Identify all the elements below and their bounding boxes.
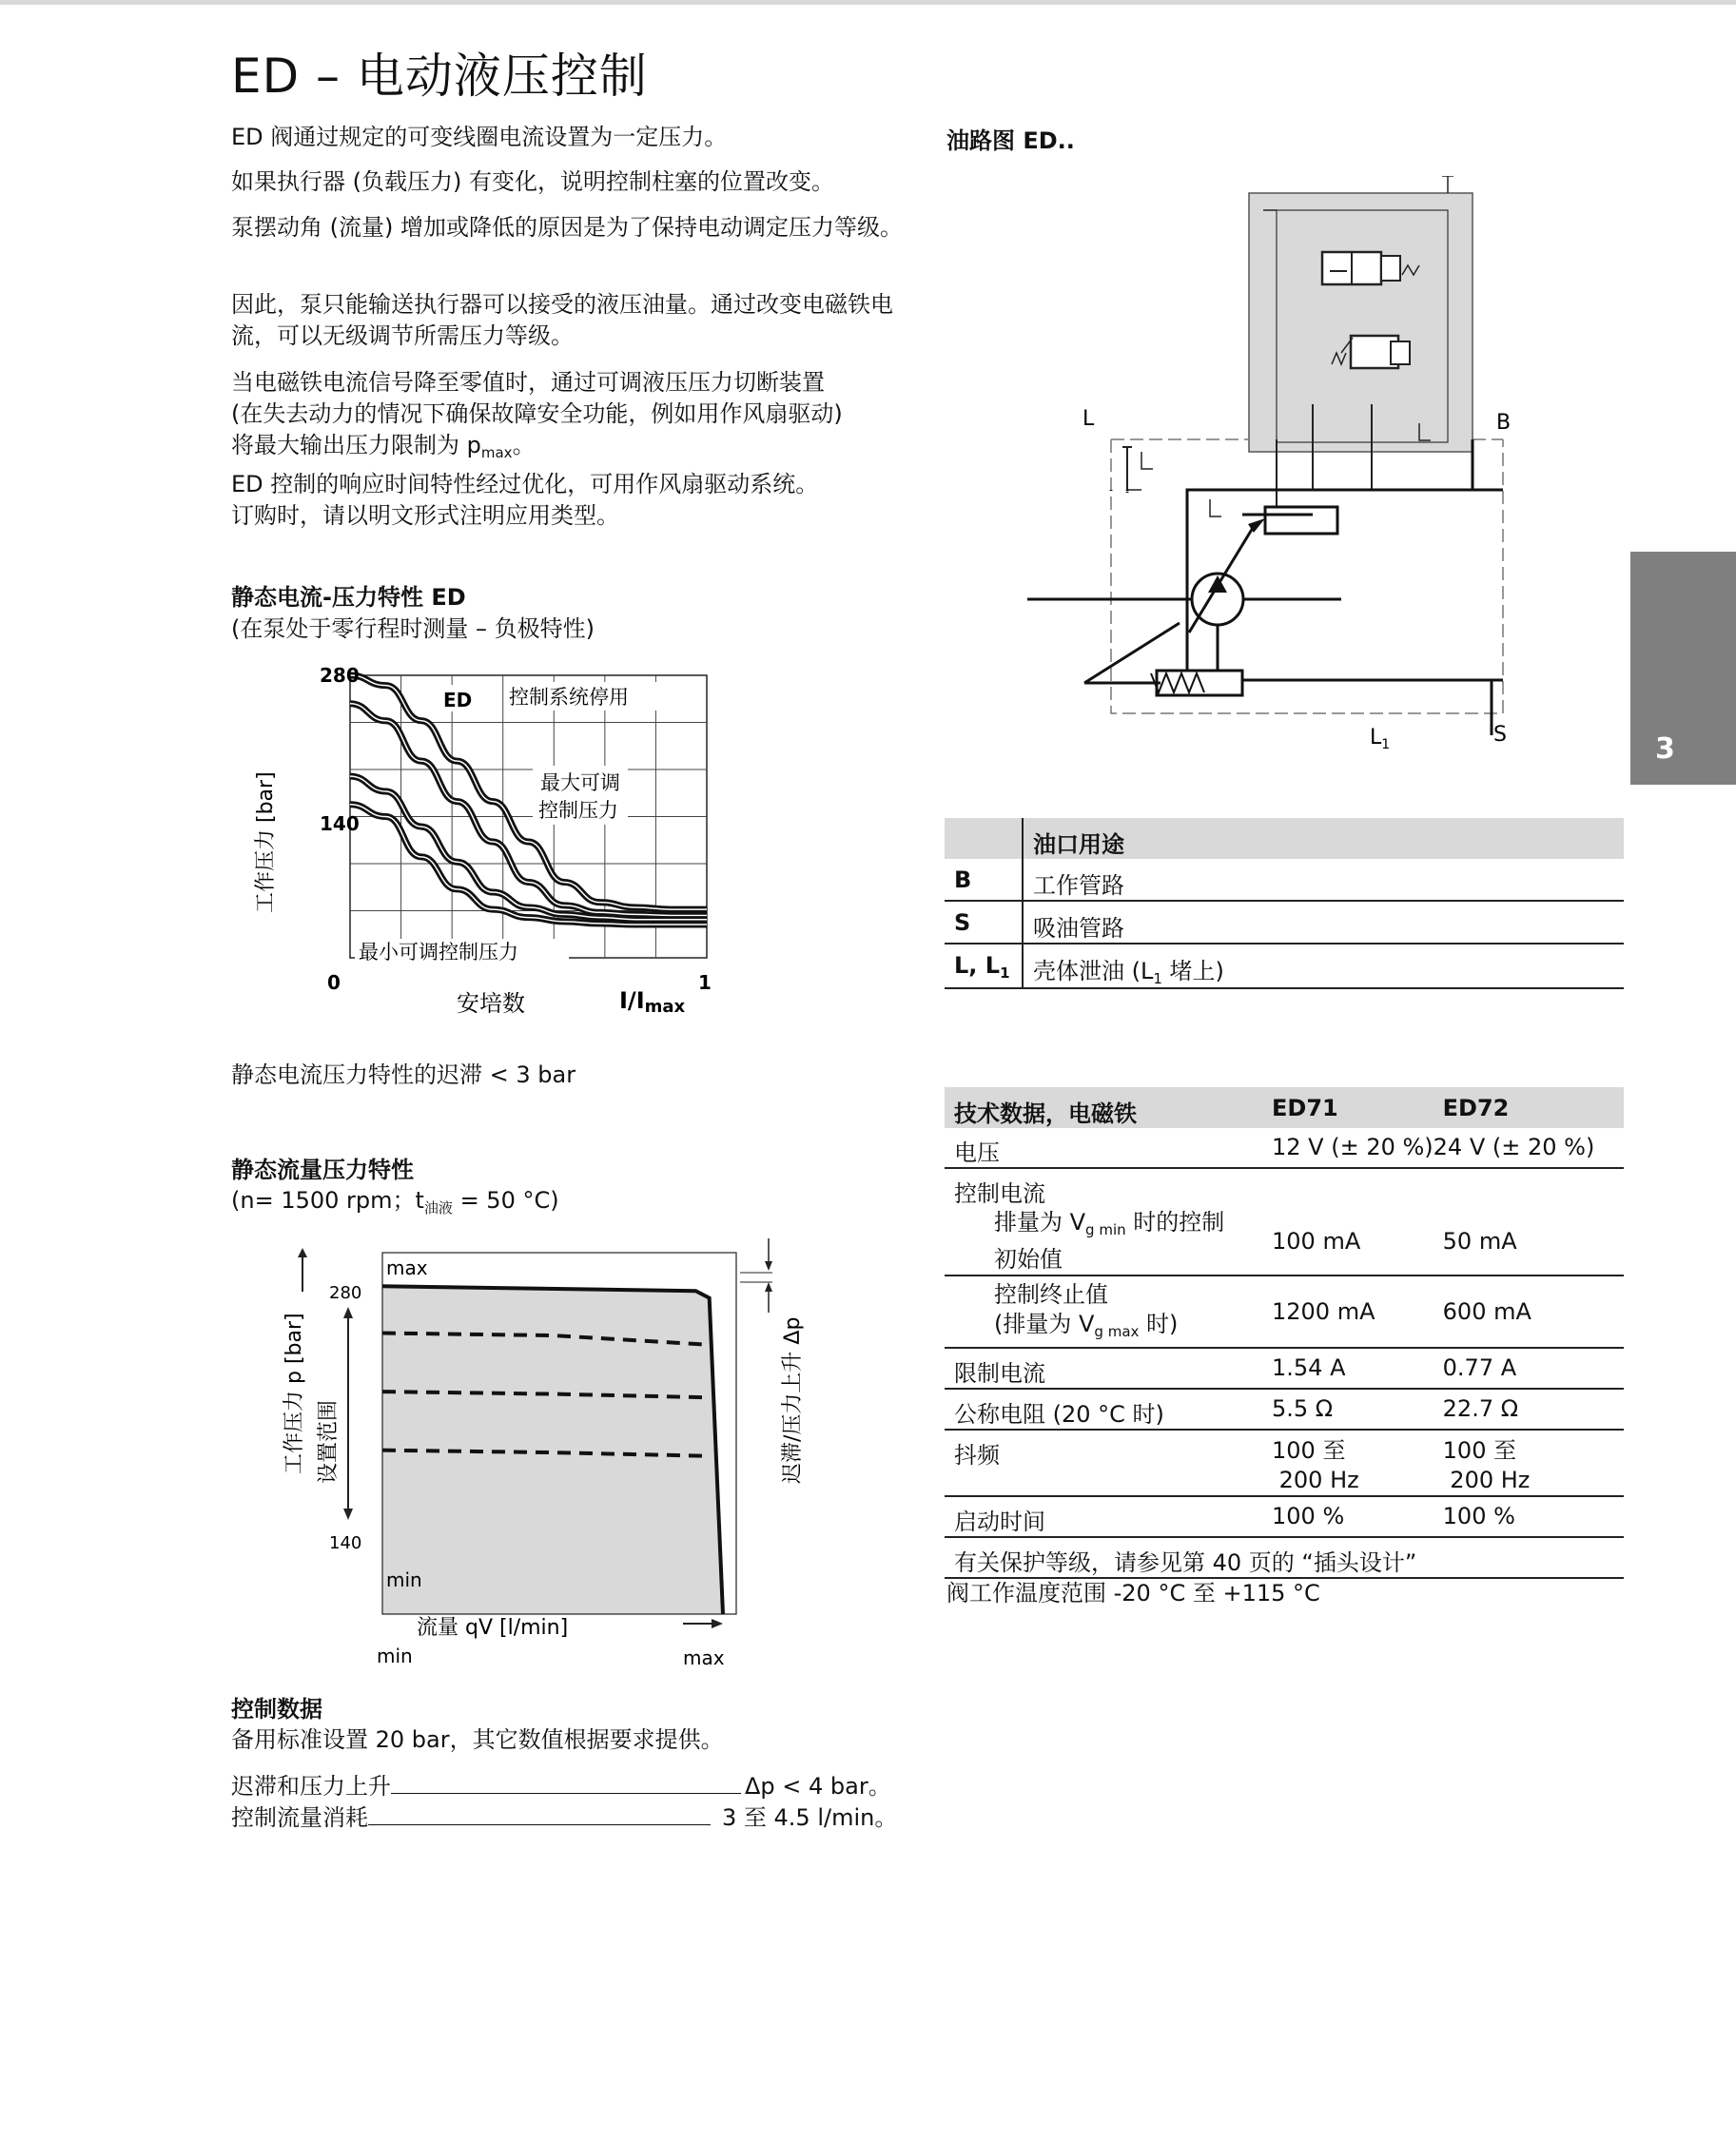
intro-paragraph-2: 如果执行器 (负载压力) 有变化，说明控制柱塞的位置改变。 [231,168,834,195]
chart2-xmax: max [683,1646,725,1669]
tech-row-label: 抖频 [945,1430,1262,1496]
hydraulic-circuit-diagram [1027,176,1541,766]
chart2-ytick-140: 140 [329,1533,362,1553]
ports-table [945,818,1624,989]
p5-line1: 当电磁铁电流信号降至零值时，通过可调液压压力切断装置 [231,369,825,396]
chart2-ylabel-2: 设置范围 [317,1399,341,1484]
circuit-port-B: B [1496,411,1512,435]
tech-value: 22.7 Ω [1434,1389,1624,1430]
temperature-range-note: 阀工作温度范围 -20 °C 至 +115 °C [946,1580,1320,1606]
circuit-title: 油路图 ED.. [946,127,1075,154]
chart1-title: 静态电流-压力特性 ED [231,584,466,611]
tech-value: 100 mA [1262,1208,1434,1275]
chart2-ytick-280: 280 [329,1283,362,1303]
port-use: 壳体泄油 ($L_1$ 堵上) [1023,944,1624,988]
tech-value: 24 V (± 20 %) [1434,1128,1624,1168]
ports-table-header: 油口用途 [1023,818,1624,859]
chapter-number: 3 [1655,732,1675,766]
intro-paragraph-5 [231,367,926,532]
control-data-row-2: 控制流量消耗 3 至 4.5 l/min。 [231,1804,898,1831]
tech-value: 100 至 200 Hz [1262,1430,1434,1496]
control-data-row-1: 迟滞和压力上升 Δp < 4 bar。 [231,1773,891,1800]
chart1-label-ed: ED [443,689,473,711]
control-data-title: 控制数据 [231,1696,322,1723]
intro-paragraph-1: ED 阀通过规定的可变线圈电流设置为一定压力。 [231,124,728,150]
chart1-xtick-1: 1 [698,971,712,994]
page-title: ED – 电动液压控制 [231,49,648,104]
tech-row-label: 排量为 $V_{g min}$ 时的控制 初始值 [945,1208,1262,1275]
chart2-right-label: 迟滞/压力上升 Δp [781,1316,805,1484]
flow-pressure-chart [276,1237,818,1674]
chart2-ylabel-1: 工作压力 p [bar] [283,1313,306,1474]
tech-value: 1.54 A [1262,1348,1434,1389]
p5-line3: 将最大输出压力限制为 $p_{max}$。 [231,432,536,461]
chart2-label-max: max [386,1256,428,1279]
hysteresis-note: 静态电流压力特性的迟滞 < 3 bar [231,1061,576,1088]
control-data-line: 备用标准设置 20 bar，其它数值根据要求提供。 [231,1726,724,1753]
p5-line2: (在失去动力的情况下确保故障安全功能，例如用作风扇驱动) [231,400,843,427]
chart1-label-maxadj-2: 控制压力 [538,799,618,822]
tech-value: 0.77 A [1434,1348,1624,1389]
chart1-label-disabled: 控制系统停用 [509,686,629,709]
chart1-xunit: I/Imax [619,987,686,1017]
chart1-xlabel: 安培数 [457,990,525,1017]
chart2-title: 静态流量压力特性 [231,1157,414,1183]
tech-col-ed71: ED71 [1262,1087,1434,1128]
tech-value: 100 % [1262,1496,1434,1537]
p5-line4: ED 控制的响应时间特性经过优化，可用作风扇驱动系统。 [231,471,819,497]
top-rule [0,0,1736,5]
chart1-ylabel: 工作压力 [bar] [254,771,278,913]
circuit-port-S: S [1493,723,1507,747]
tech-value: 100 至 200 Hz [1434,1430,1624,1496]
chart1-label-maxadj-1: 最大可调 [540,771,620,794]
tech-row-label: 公称电阻 (20 °C 时) [945,1389,1262,1430]
chart1-xtick-0: 0 [327,971,341,994]
chart1-series-line-2 [350,776,707,920]
port-name: S [945,901,1023,944]
chapter-side-tab [1630,552,1736,785]
tech-row-label: 控制终止值 (排量为 $V_{g max}$ 时) [945,1275,1262,1348]
tech-value: 5.5 Ω [1262,1389,1434,1430]
port-use: 吸油管路 [1023,901,1624,944]
tech-value: 600 mA [1434,1275,1624,1348]
tech-protection-note: 有关保护等级，请参见第 40 页的 “插头设计” [945,1537,1624,1578]
chart2-label-min: min [386,1568,422,1591]
current-pressure-chart [228,656,723,1027]
tech-value: 1200 mA [1262,1275,1434,1348]
tech-col-ed72: ED72 [1434,1087,1624,1128]
chart1-curves [350,675,707,925]
chart2-xmin: min [377,1645,413,1667]
port-use: 工作管路 [1023,859,1624,901]
chart1-ytick-140: 140 [320,812,360,835]
tech-row-label: 限制电流 [945,1348,1262,1389]
chart2-subtitle: (n= 1500 rpm；$t_{油液} = 50$ °C) [231,1187,559,1217]
tech-value: 50 mA [1434,1208,1624,1275]
tech-row-label: 控制电流 [954,1180,1045,1207]
tech-row-label: 启动时间 [945,1496,1262,1537]
intro-paragraph-3: 泵摆动角 (流量) 增加或降低的原因是为了保持电动调定压力等级。 [231,214,903,241]
chart1-series-highlight-2 [350,776,707,920]
intro-paragraph-4: 因此，泵只能输送执行器可以接受的液压油量。通过改变电磁铁电流，可以无级调节所需压力等级。 [231,291,893,349]
tech-value: 12 V (± 20 %) [1262,1128,1434,1168]
port-name: B [945,859,1023,901]
tech-row-label: 电压 [945,1128,1262,1168]
chart1-label-minadj: 最小可调控制压力 [359,941,518,964]
chart1-subtitle: (在泵处于零行程时测量 – 负极特性) [231,615,595,642]
tech-table-header: 技术数据，电磁铁 [945,1087,1262,1128]
tech-data-table [945,1087,1624,1579]
chart2-xlabel: 流量 qV [l/min] [417,1616,569,1640]
port-name: L, $L_1$ [945,944,1023,988]
p5-line5: 订购时，请以明文形式注明应用类型。 [231,502,619,529]
circuit-port-L1: $L_1$ [1370,726,1391,752]
tech-value: 100 % [1434,1496,1624,1537]
chart1-ytick-280: 280 [320,664,360,687]
circuit-port-L: L [1083,407,1095,431]
